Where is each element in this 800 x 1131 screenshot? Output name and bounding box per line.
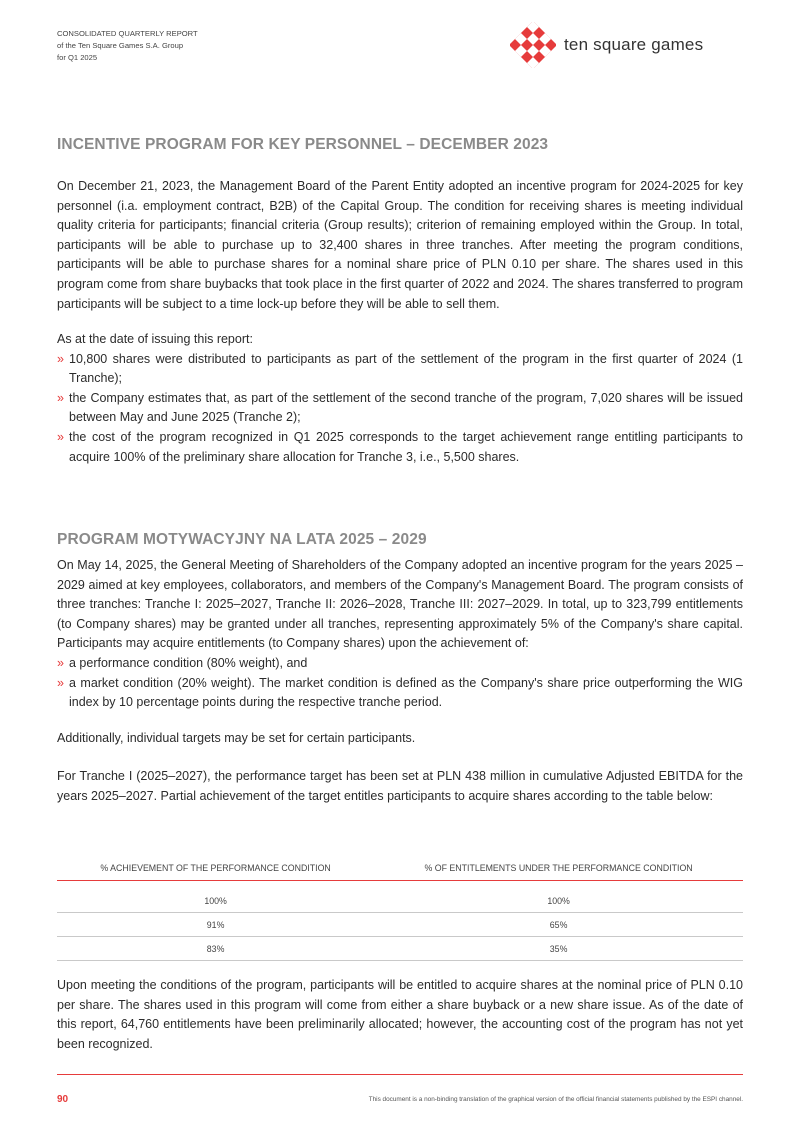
table-header-row [57, 856, 743, 881]
list-item: » a market condition (20% weight). The market condition is defined as the Company's share price outperforming the WIG index by 10 percentage points during the respective tranche period. [57, 675, 743, 710]
closing-paragraph: Upon meeting the conditions of the program, participants will be entitled to acquire shares at the nominal price of PLN 0.10 per share. The shares used in this program will come from either a share buyback or a new share issue. As of the date of this report, 64,760 entitlements have been preliminarily allocated; however, the accounting cost of the program has not yet been recognized. [57, 978, 743, 1051]
tranche-target-paragraph: For Tranche I (2025–2027), the performance target has been set at PLN 438 million in cumulative Adjusted EBITDA for the years 2025–2027. Partial achievement of the target entitles participants to acquire shares according to the table below: [57, 769, 743, 803]
status-intro: As at the date of issuing this report: [57, 332, 253, 346]
table-row [57, 913, 743, 937]
footer-divider [57, 1074, 743, 1075]
table-row [57, 889, 743, 913]
report-period-line: for Q1 2025 [57, 53, 98, 62]
report-title-line: CONSOLIDATED QUARTERLY REPORT [57, 29, 198, 38]
list-item: » a performance condition (80% weight), and [57, 654, 743, 674]
performance-table [57, 856, 743, 961]
list-item: » the Company estimates that, as part of the settlement of the second tranche of the program, 7,020 shares will be issued between May and June 2025 (Tranche 2); [57, 390, 743, 425]
logo-mark-icon [510, 22, 556, 68]
achievement-cell: 91% [57, 913, 374, 937]
report-header [57, 28, 198, 64]
status-bullet-list [57, 350, 743, 468]
achievement-cell: 83% [57, 937, 374, 961]
conditions-bullet-list [57, 654, 743, 713]
program-2025-body [57, 556, 743, 713]
entitlement-cell: 100% [374, 889, 743, 913]
bullet-marker-icon: » [57, 655, 64, 670]
column-header-achievement: % ACHIEVEMENT OF THE PERFORMANCE CONDITION [57, 856, 374, 881]
bullet-marker-icon: » [57, 390, 64, 405]
list-item: » the cost of the program recognized in Q1 2025 corresponds to the target achievement range entitling participants to acquire 100% of the preliminary share allocation for Tranche 3, i.e., 5,500 shares. [57, 429, 743, 464]
incentive-2023-paragraph: On December 21, 2023, the Management Board of the Parent Entity adopted an incentive program for 2024-2025 for key personnel (i.a. employment contract, B2B) of the Capital Group. The condition for receiving shares is meeting individual quality criteria for participants; financial criteria (Group results); criterion of remaining employed within the Group. In total, participants will be able to purchase up to 32,400 shares in three tranches. After meeting the program conditions, participants will be able to purchase shares for a nominal share price of PLN 0.10 per share. The shares used in this program come from share buybacks that took place in the first quarter of 2022 and 2024. The shares transferred to program participants will be subject to a time lock-up before they will be able to sell them. [57, 179, 743, 311]
bullet-marker-icon: » [57, 351, 64, 366]
table-row [57, 937, 743, 961]
bullet-marker-icon: » [57, 429, 64, 444]
page-number: 90 [57, 1094, 69, 1105]
individual-targets-paragraph: Additionally, individual targets may be set for certain participants. [57, 731, 416, 745]
program-2025-paragraph: On May 14, 2025, the General Meeting of Shareholders of the Company adopted an incentive program for the years 2025 – 2029 aimed at key employees, collaborators, and members of the Company's Management Board. The program consists of three tranches: Tranche I: 2025–2027, Tranche II: 2026–2028, Tranche III: 2027–2029. In total, up to 323,799 entitlements (to Company shares) may be granted under all tranches, representing approximately 5% of the Company's share capital. Participants may acquire entitlements (to Company shares) upon the achievement of: [57, 558, 743, 651]
bullet-marker-icon: » [57, 675, 64, 690]
logo-wordmark: ten square games [564, 35, 704, 54]
footer-disclaimer: This document is a non-binding translation of the graphical version of the official financial statements published by the ESPI channel. [368, 1096, 743, 1103]
report-subtitle-line: of the Ten Square Games S.A. Group [57, 41, 184, 50]
column-header-entitlements: % OF ENTITLEMENTS UNDER THE PERFORMANCE CONDITION [374, 856, 743, 881]
section-title-incentive-2023: INCENTIVE PROGRAM FOR KEY PERSONNEL – DECEMBER 2023 [57, 136, 549, 153]
entitlement-cell: 35% [374, 937, 743, 961]
list-item: » 10,800 shares were distributed to participants as part of the settlement of the program in the first quarter of 2024 (1 Tranche); [57, 351, 743, 386]
incentive-2023-status [57, 330, 743, 467]
section-title-program-2025: PROGRAM MOTYWACYJNY NA LATA 2025 – 2029 [57, 531, 427, 548]
company-logo [510, 28, 703, 62]
achievement-cell: 100% [57, 889, 374, 913]
entitlement-cell: 65% [374, 913, 743, 937]
